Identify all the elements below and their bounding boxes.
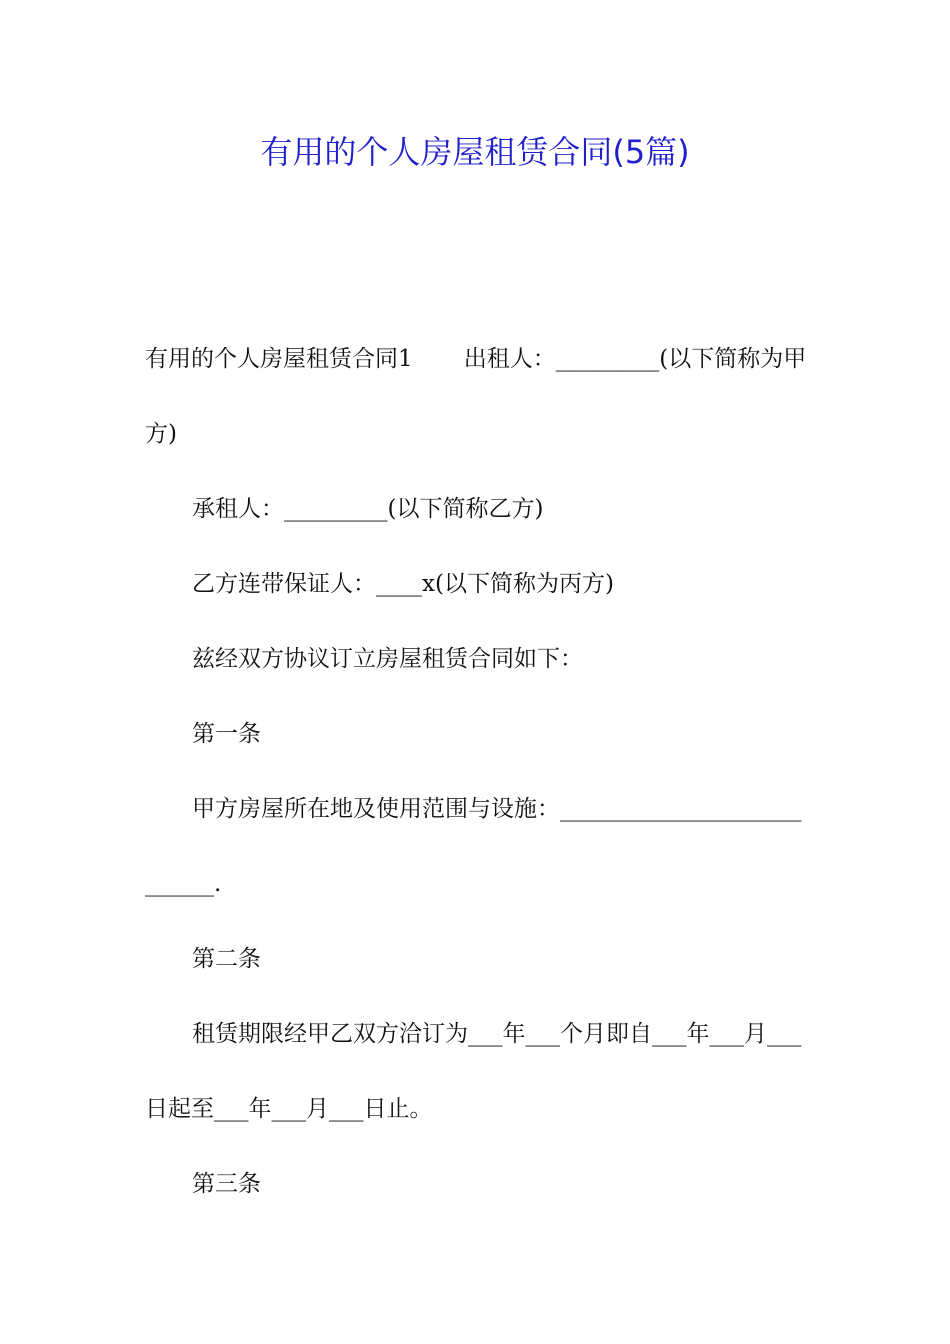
paragraph-contract-heading-lessor: 有用的个人房屋租赁合同1 出租人：_________(以下简称为甲方) (145, 346, 807, 447)
article-2-heading: 第二条 (192, 946, 261, 972)
paragraph-agreement-intro: 兹经双方协议订立房屋租赁合同如下： (192, 646, 583, 672)
article-1-heading: 第一条 (192, 721, 261, 747)
paragraph-guarantor: 乙方连带保证人：____x(以下简称为丙方) (192, 571, 614, 597)
article-2-text: 租赁期限经甲乙双方洽订为___年___个月即自___年___月___日起至___年___月___日止。 (145, 1021, 802, 1122)
article-3-heading: 第三条 (192, 1171, 261, 1197)
document-body (145, 322, 810, 1222)
paragraph-lessee: 承租人：_________(以下简称乙方) (192, 496, 544, 522)
document-title: 有用的个人房屋租赁合同(5篇) (260, 133, 690, 171)
article-1-text: 甲方房屋所在地及使用范围与设施：___________________________. (145, 796, 802, 897)
